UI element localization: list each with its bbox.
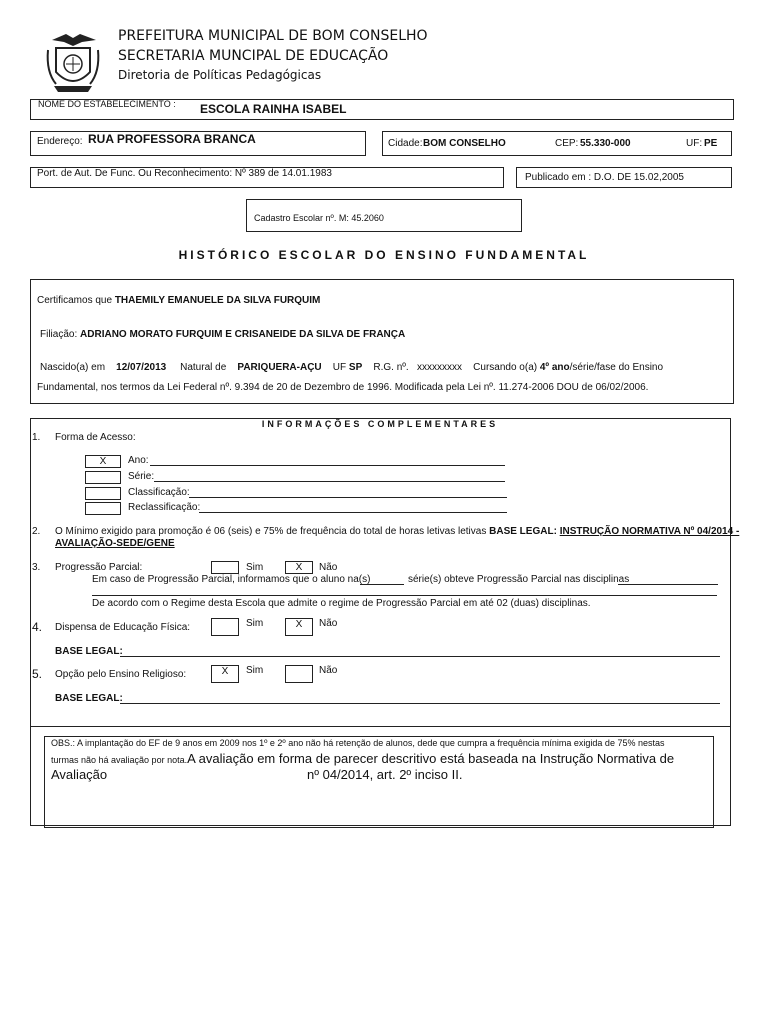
obs-text-large2b: nº 04/2014, art. 2º inciso II. [307,767,463,782]
item1-number: 1. [32,432,41,443]
city-label: Cidade: [388,138,423,149]
school-name: ESCOLA RAINHA ISABEL [200,102,347,116]
item2-legal-ref: INSTRUÇÃO NORMATIVA Nº 04/2014 - [559,526,740,537]
obs-text-small1: OBS.: A implantação do EF de 9 anos em 2009 nos 1º e 2º ano não há retenção de alunos, dede que cumpra a frequência mínima exigida de 75% nestas [51,738,665,748]
item2-text-line [55,526,739,537]
item3-number: 3. [32,562,41,573]
born-label: Nascido(a) em [40,362,106,373]
access-classificacao-label: Classificação: [128,487,190,498]
access-classificacao-checkbox[interactable] [85,487,121,500]
header-line1: PREFEITURA MUNICIPAL DE BOM CONSELHO [118,28,428,44]
item5-sim-label: Sim [246,665,264,676]
item4-sim-label: Sim [246,618,264,629]
item5-nao-checkbox[interactable] [285,665,313,683]
birth-uf: SP [348,362,363,373]
item1-label: Forma de Acesso: [55,432,136,443]
item3-nao-checkbox[interactable]: X [285,561,313,574]
parents-names: ADRIANO MORATO FURQUIM E CRISANEIDE DA SILVA DE FRANÇA [80,329,406,340]
item5-base-line [120,703,720,704]
access-serie-line [154,481,505,482]
law-text: Fundamental, nos termos da Lei Federal nº. 9.394 de 20 de Dezembro de 1996. Modificada pela Lei nº. 11.274-2006 DOU de 06/02/2006. [37,382,649,393]
access-reclassificacao-label: Reclassificação: [128,502,201,513]
birthplace: PARIQUERA-AÇU [237,362,322,373]
access-classificacao-line [189,497,507,498]
item4-nao-label: Não [319,618,338,629]
item2-legal-ref-cont: AVALIAÇÃO-SEDE/GENE [55,538,175,549]
access-serie-label: Série: [128,471,155,482]
certificate-line3 [40,362,663,373]
obs-text-small2: turmas não há avaliação por nota. [51,755,188,765]
birth-uf-label: UF [332,362,347,373]
item5-base-legal: BASE LEGAL: [55,693,123,704]
item2-base-legal: BASE LEGAL: [489,526,557,537]
address-value: RUA PROFESSORA BRANCA [88,132,256,146]
item2-number: 2. [32,526,41,537]
item5-sim-checkbox[interactable]: X [211,665,239,683]
birth-date: 12/07/2013 [116,362,167,373]
item3-label: Progressão Parcial: [55,562,143,573]
item4-sim-checkbox[interactable] [211,618,239,636]
certificate-line2 [40,329,405,340]
certificate-line1 [37,295,320,306]
cadastro-text: Cadastro Escolar nº. M: 45.2060 [254,213,384,223]
item3-sim-checkbox[interactable] [211,561,239,574]
access-reclassificacao-line [199,512,507,513]
item2-text: O Mínimo exigido para promoção é 06 (seis) e 75% de frequência do total de horas letivas letivas [55,526,487,537]
item5-number: 5. [32,667,43,681]
obs-text-large2a: Avaliação [51,767,108,782]
item4-nao-checkbox[interactable]: X [285,618,313,636]
rg-label: R.G. nº. [373,362,409,373]
document-title: HISTÓRICO ESCOLAR DO ENSINO FUNDAMENTAL [178,248,590,262]
item3-blank2 [618,584,718,585]
access-ano-line [150,465,505,466]
item3-text2: De acordo com o Regime desta Escola que admite o regime de Progressão Parcial em até 02 (duas) disciplinas. [92,598,591,609]
municipal-crest-icon [42,28,104,96]
access-ano-label: Ano: [128,455,149,466]
item3-blank1 [360,584,404,585]
obs-text-large1: A avaliação em forma de parecer descritivo está baseada na Instrução Normativa de [187,751,675,766]
filiacao-label: Filiação: [40,329,78,340]
item3-text1a: Em caso de Progressão Parcial, informamos que o aluno na(s) [92,574,371,585]
header-line3: Diretoria de Políticas Pedagógicas [118,68,322,82]
header-line2: SECRETARIA MUNCIPAL DE EDUCAÇÃO [118,48,389,64]
uf-label: UF: [686,138,703,149]
cep-label: CEP: [555,138,579,149]
cursando-rest: /série/fase do Ensino [569,362,664,373]
address-label: Endereço: [37,136,83,147]
obs-text-line2 [51,750,674,768]
item3-blank3 [92,595,717,596]
obs-divider [30,726,731,727]
item4-base-line [120,656,720,657]
info-title: INFORMAÇÕES COMPLEMENTARES [261,419,499,429]
rg-value: xxxxxxxxx [417,362,463,373]
access-ano-checkbox[interactable]: X [85,455,121,468]
grade: 4º ano [539,362,570,373]
item4-base-legal: BASE LEGAL: [55,646,123,657]
cep-value: 55.330-000 [580,138,631,149]
access-serie-checkbox[interactable] [85,471,121,484]
city-value: BOM CONSELHO [423,138,506,149]
item4-label: Dispensa de Educação Física: [55,622,191,633]
certify-label: Certificamos que [37,295,113,306]
cursando-label: Cursando o(a) [473,362,538,373]
item3-text1b: série(s) obteve Progressão Parcial nas disciplinas [408,574,630,585]
item4-number: 4. [32,620,43,634]
item3-nao-label: Não [319,562,338,573]
student-name: THAEMILY EMANUELE DA SILVA FURQUIM [114,295,321,306]
natural-label: Natural de [180,362,227,373]
item3-sim-label: Sim [246,562,264,573]
item5-nao-label: Não [319,665,338,676]
access-reclassificacao-checkbox[interactable] [85,502,121,515]
published-text: Publicado em : D.O. DE 15.02,2005 [525,172,684,183]
school-name-label: NOME DO ESTABELECIMENTO : [38,99,176,109]
authorization-text: Port. de Aut. De Func. Ou Reconhecimento: Nº 389 de 14.01.1983 [37,168,332,179]
item5-label: Opção pelo Ensino Religioso: [55,669,187,680]
uf-value: PE [704,138,718,149]
